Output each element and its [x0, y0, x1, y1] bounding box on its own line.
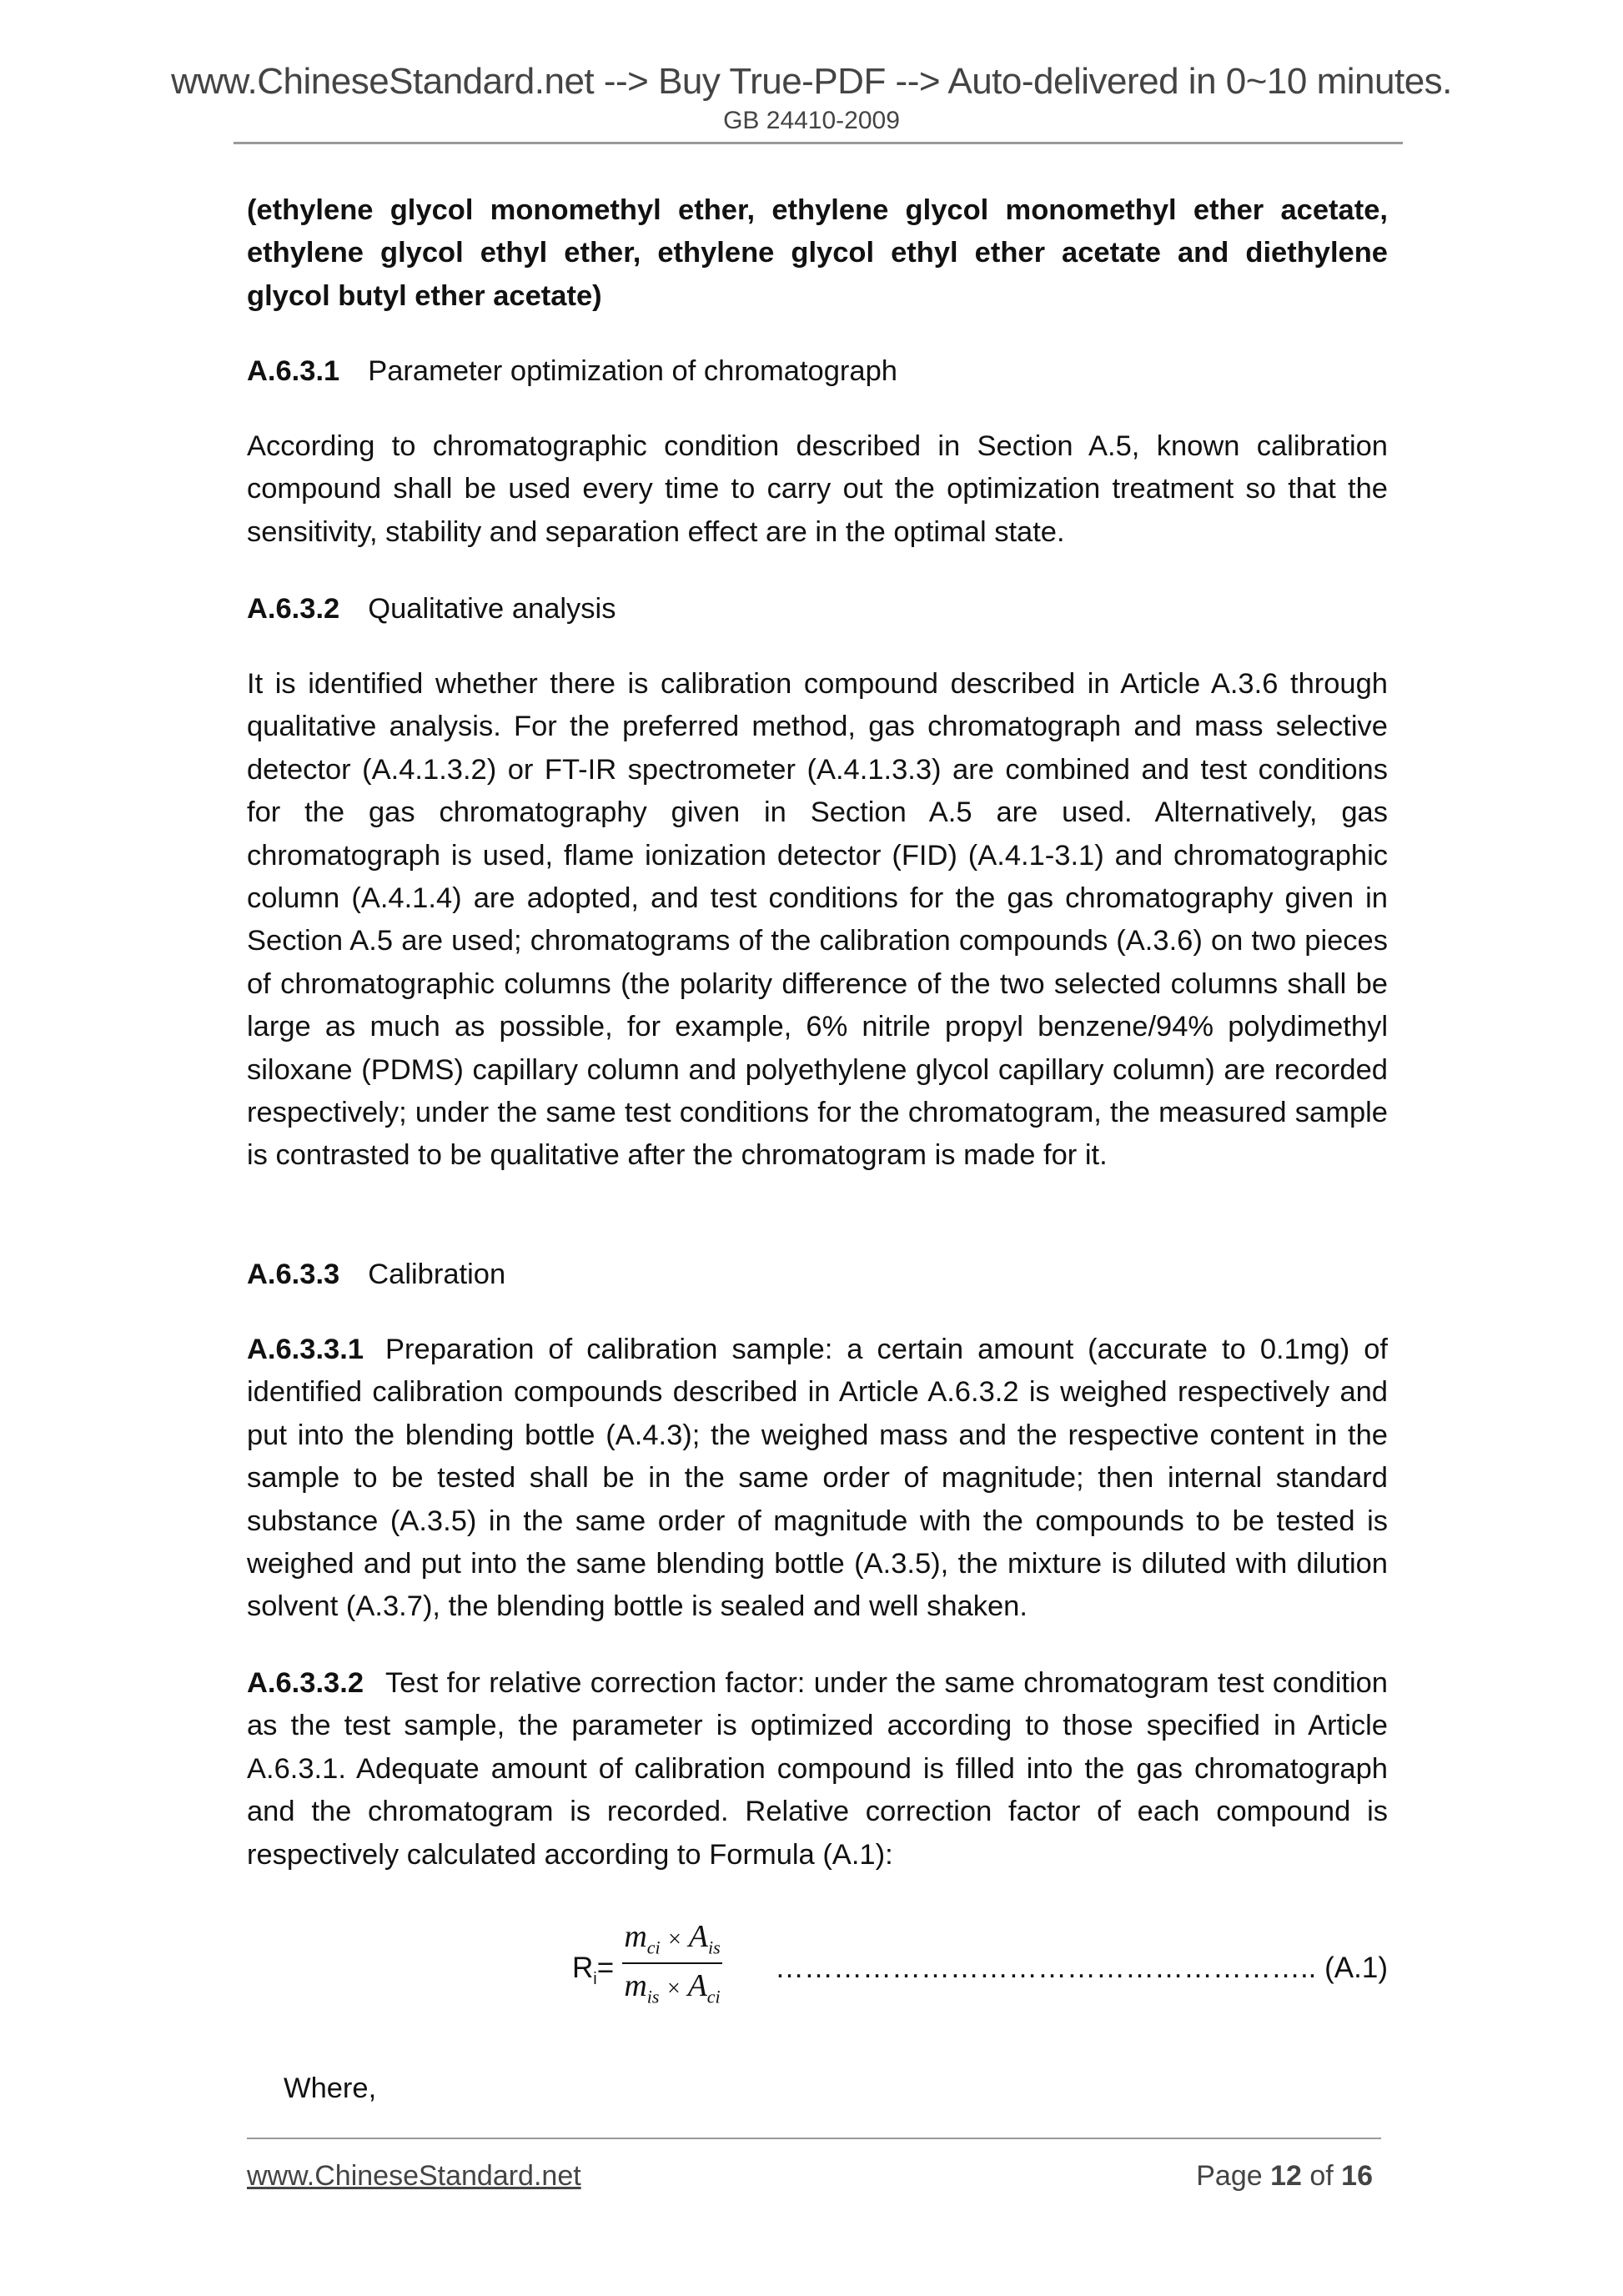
header-banner[interactable]: www.ChineseStandard.net --> Buy True-PDF --> Auto-delivered in 0~10 minutes.	[171, 61, 1452, 102]
section-heading-a633	[247, 1254, 1388, 1296]
formula-fraction	[622, 1918, 722, 2007]
numerator: $m_{ci} \times A_{is}$	[624, 1919, 721, 1958]
formula-label: (A.1)	[1324, 1952, 1388, 1984]
formula-a1	[572, 1918, 1388, 2027]
clause-text: Preparation of calibration sample: a certain amount (accurate to 0.1mg) of identified calibration compounds described in Article A.6.3.2 is weighed respectively and put into the blending bottle (A.4.3); the weighed mass and the respective content in the sample to be tested shall be in the same order of magnitude; then internal standard substance (A.3.5) in the same order of magnitude with the compounds to be tested is weighed and put into the same blending bottle (A.3.5), the mixture is diluted with dilution solvent (A.3.7), the blending bottle is sealed and well shaken.	[247, 1334, 1388, 1623]
clause-number: A.6.3.3.1	[247, 1334, 364, 1365]
clause-a6331	[247, 1329, 1388, 1629]
paragraph: According to chromatographic condition described in Section A.5, known calibration compound shall be used every time to carry out the optimization treatment so that the sensitivity, stability and separation effect are in the optimal state.	[247, 430, 1388, 548]
paragraph: It is identified whether there is calibration compound described in Article A.3.6 through qualitative analysis. For the preferred method, gas chromatograph and mass selective detector (A.4.1.3.2) or FT-IR spectrometer (A.4.1.3.3) are combined and test conditions for the gas chromatography given in Section A.5 are used. Alternatively, gas chromatograph is used, flame ionization detector (FID) (A.4.1-3.1) and chromatographic column (A.4.1.4) are adopted, and test conditions for the gas chromatography given in Section A.5 are used; chromatograms of the calibration compounds (A.3.6) on two pieces of chromatographic columns (the polarity difference of the two selected columns shall be large as much as possible, for example, 6% nitrile propyl benzene/94% polydimethyl siloxane (PDMS) capillary column and polyethylene glycol capillary column) are recorded respectively; under the same test conditions for the chromatogram, the measured sample is contrasted to be qualitative after the chromatogram is made for it.	[247, 668, 1388, 1172]
formula-lhs: $R_i=$	[572, 1952, 615, 1988]
where-label: Where,	[284, 2072, 377, 2104]
section-number: A.6.3.2	[247, 593, 340, 625]
footer-divider	[247, 2138, 1381, 2139]
section-number: A.6.3.3	[247, 1259, 340, 1290]
section-title: Qualitative analysis	[368, 593, 616, 625]
clause-a6332	[247, 1662, 1388, 1876]
section-heading-a631	[247, 350, 1388, 393]
footer-site-link[interactable]: www.ChineseStandard.net	[247, 2160, 581, 2192]
header-divider	[234, 142, 1403, 144]
section-number: A.6.3.1	[247, 355, 340, 387]
section-heading-a632	[247, 588, 1388, 631]
page-indicator: Page 12 of 16	[1196, 2160, 1373, 2192]
standard-code: GB 24410-2009	[723, 107, 900, 134]
intro-paragraph: (ethylene glycol monomethyl ether, ethylene glycol monomethyl ether acetate, ethylene glycol ethyl ether, ethylene glycol ethyl ether acetate and diethylene glycol butyl ether acetate)	[247, 194, 1388, 312]
denominator: $m_{is} \times A_{ci}$	[624, 1967, 721, 2007]
section-title: Parameter optimization of chromatograph	[368, 355, 897, 387]
section-title: Calibration	[368, 1259, 506, 1290]
formula-leader: ……………………………………………….. (A.1)	[774, 1952, 1388, 1984]
fraction-bar	[622, 1962, 722, 1964]
clause-number: A.6.3.3.2	[247, 1667, 364, 1699]
clause-text: Test for relative correction factor: under the same chromatogram test condition as the test sample, the parameter is optimized according to those specified in Article A.6.3.1. Adequate amount of calibration compound is filled into the gas chromatograph and the chromatogram is recorded. Relative correction factor of each compound is respectively calculated according to Formula (A.1):	[247, 1667, 1388, 1871]
